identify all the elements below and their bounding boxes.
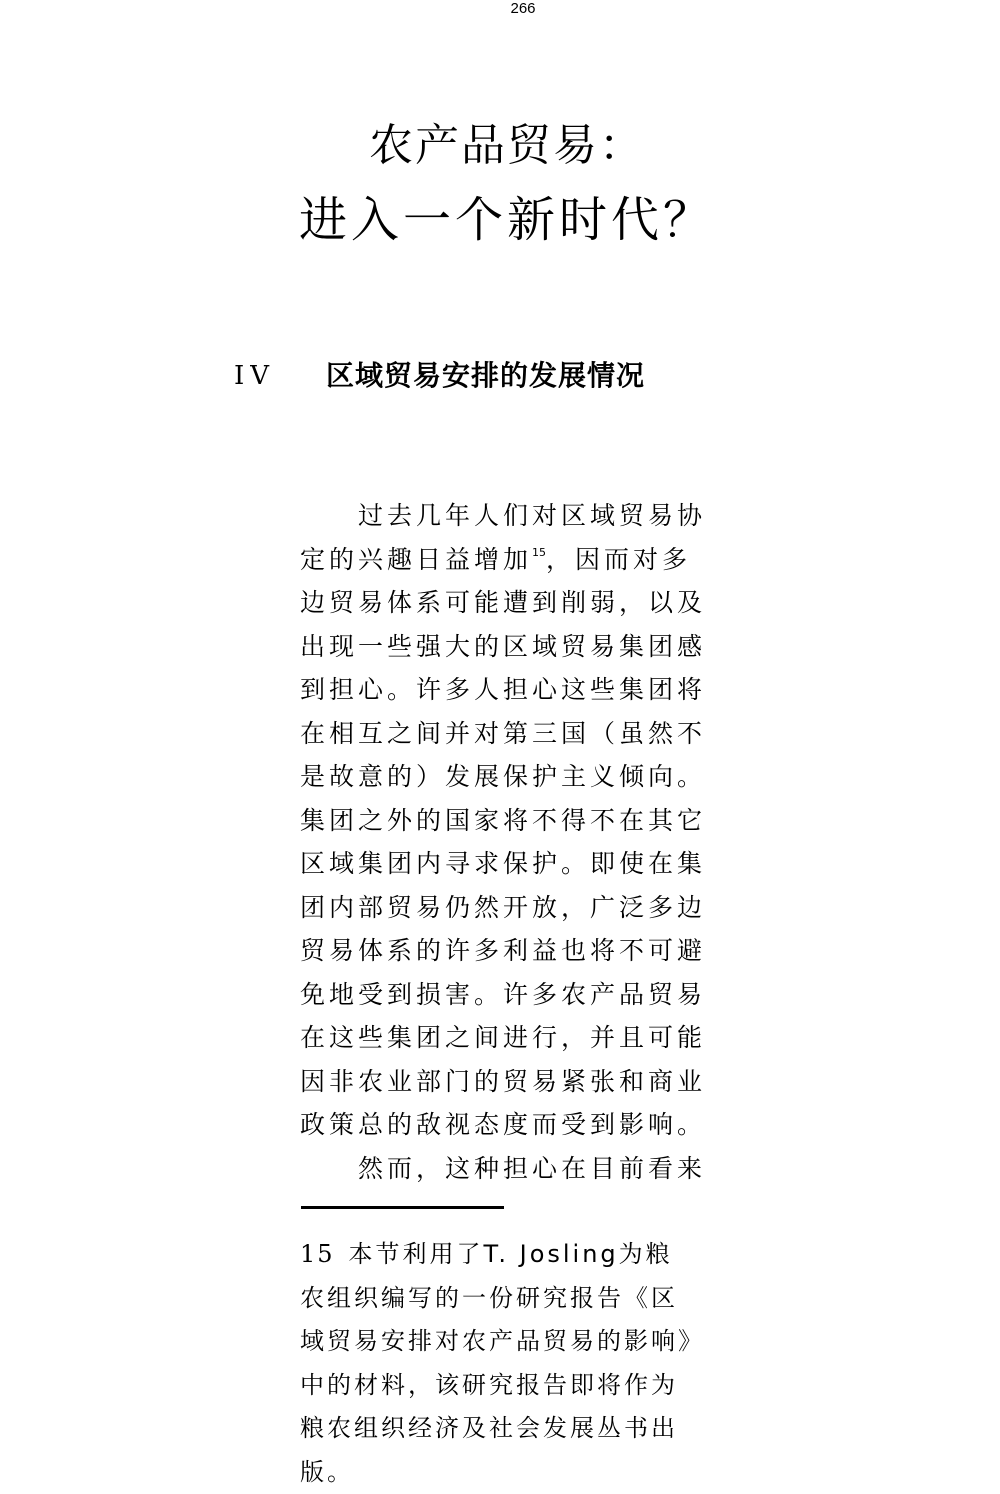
footnote-line: 版。: [300, 1451, 720, 1494]
body-line: 到担心。许多人担心这些集团将: [300, 668, 712, 712]
body-paragraph: [300, 494, 712, 1190]
page-number: 266: [0, 0, 1000, 18]
body-line: 在相互之间并对第三国（虽然不: [300, 712, 712, 756]
chapter-title-line-2: 进入一个新时代？: [0, 192, 1000, 248]
section-number: IV: [234, 358, 275, 394]
body-line: 集团之外的国家将不得不在其它: [300, 799, 712, 843]
chapter-title-line-1: 农产品贸易：: [0, 118, 1000, 174]
footnote-line: 中的材料，该研究报告即将作为: [300, 1364, 720, 1408]
body-line: 团内部贸易仍然开放，广泛多边: [300, 886, 712, 930]
footnote-line: 粮农组织经济及社会发展丛书出: [300, 1407, 720, 1451]
footnote-line: 农组织编写的一份研究报告《区: [300, 1277, 720, 1321]
body-line: 在这些集团之间进行，并且可能: [300, 1016, 712, 1060]
footnote-reference: 15: [532, 546, 546, 559]
footnote-line: [300, 1233, 720, 1277]
body-line: 贸易体系的许多利益也将不可避: [300, 929, 712, 973]
body-line: [300, 538, 712, 582]
footnote-text-fragment: 本节利用了T. Josling为粮: [349, 1240, 673, 1268]
body-line: 过去几年人们对区域贸易协: [300, 494, 712, 538]
section-heading: 区域贸易安排的发展情况: [326, 358, 645, 394]
body-line: 区域集团内寻求保护。即使在集: [300, 842, 712, 886]
footnote: [300, 1233, 720, 1494]
body-line: 因非农业部门的贸易紧张和商业: [300, 1060, 712, 1104]
body-text-fragment: ，因而对多: [546, 545, 691, 574]
body-text-fragment: 定的兴趣日益增加: [300, 545, 532, 574]
footnote-number: 15: [300, 1240, 335, 1268]
body-line: 然而，这种担心在目前看来: [300, 1147, 712, 1191]
body-line: 是故意的）发展保护主义倾向。: [300, 755, 712, 799]
body-line: 出现一些强大的区域贸易集团感: [300, 625, 712, 669]
footnote-divider: [301, 1206, 504, 1209]
body-line: 政策总的敌视态度而受到影响。: [300, 1103, 712, 1147]
body-line: 免地受到损害。许多农产品贸易: [300, 973, 712, 1017]
footnote-line: 域贸易安排对农产品贸易的影响》: [300, 1320, 720, 1364]
body-line: 边贸易体系可能遭到削弱，以及: [300, 581, 712, 625]
